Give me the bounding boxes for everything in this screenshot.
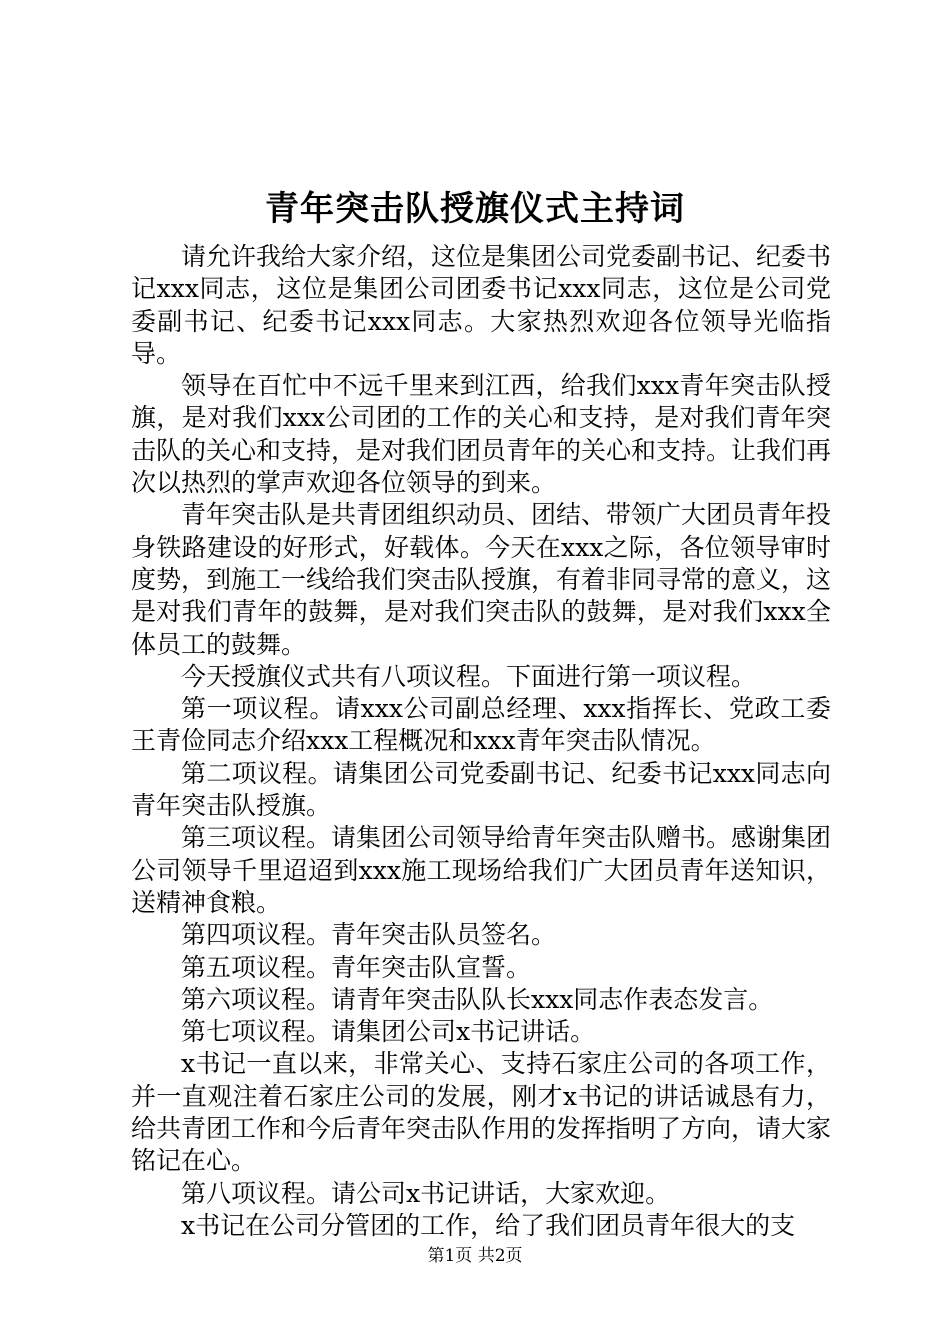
paragraph: x书记一直以来，非常关心、支持石家庄公司的各项工作，并一直观注着石家庄公司的发展，刚才x书记的讲话诚恳有力，给共青团工作和今后青年突击队作用的发挥指明了方向，请大家铭记在心。	[131, 1049, 832, 1176]
paragraph: 第二项议程。请集团公司党委副书记、纪委书记xxx同志向青年突击队授旗。	[131, 758, 831, 821]
paragraph: 第三项议程。请集团公司领导给青年突击队赠书。感谢集团公司领导千里迢迢到xxx施工现场给我们广大团员青年送知识，送精神食粮。	[131, 823, 832, 917]
paragraph: 青年突击队是共青团组织动员、团结、带领广大团员青年投身铁路建设的好形式，好载体。今天在xxx之际，各位领导审时度势，到施工一线给我们突击队授旗，有着非同寻常的意义，这是对我们青年的鼓舞，是对我们突击队的鼓舞，是对我们xxx全体员工的鼓舞。	[131, 500, 832, 659]
paragraph: 今天授旗仪式共有八项议程。下面进行第一项议程。	[181, 661, 757, 691]
paragraph: 第六项议程。请青年突击队队长xxx同志作表态发言。	[181, 984, 774, 1014]
paragraph: 第七项议程。请集团公司x书记讲话。	[181, 1017, 596, 1047]
paragraph: 领导在百忙中不远千里来到江西，给我们xxx青年突击队授旗，是对我们xxx公司团的工作的关心和支持，是对我们青年突击队的关心和支持，是对我们团员青年的关心和支持。让我们再次以热烈的掌声欢迎各位领导的到来。	[131, 371, 832, 498]
paragraph: 第八项议程。请公司x书记讲话，大家欢迎。	[181, 1178, 671, 1208]
paragraph: 第五项议程。青年突击队宣誓。	[181, 952, 532, 982]
paragraph: x书记在公司分管团的工作，给了我们团员青年很大的支	[181, 1210, 796, 1240]
paragraph: 请允许我给大家介绍，这位是集团公司党委副书记、纪委书记xxx同志，这位是集团公司团委书记xxx同志，这位是公司党委副书记、纪委书记xxx同志。大家热烈欢迎各位领导光临指导。	[131, 242, 832, 368]
paragraph: 第一项议程。请xxx公司副总经理、xxx指挥长、党政工委王青俭同志介绍xxx工程概况和xxx青年突击队情况。	[131, 694, 831, 756]
document-title: 青年突击队授旗仪式主持词	[265, 189, 685, 229]
paragraph: 第四项议程。青年突击队员签名。	[181, 920, 557, 950]
document-body	[131, 241, 831, 1242]
page-footer: 第1页 共2页	[427, 1246, 523, 1266]
